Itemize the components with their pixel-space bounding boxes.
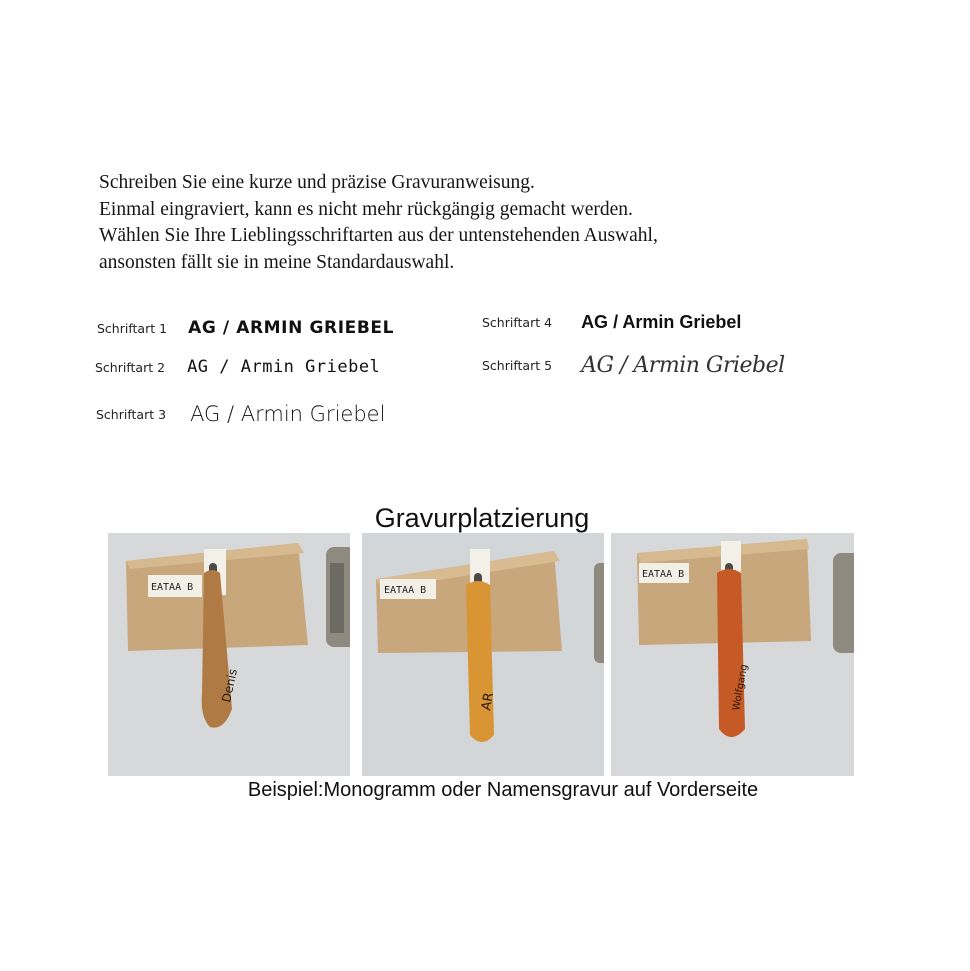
engraving-text: Wolfgang <box>731 663 751 712</box>
font-sample: AG / Armin Griebel <box>581 312 742 332</box>
font-sample: AG / ARMIN GRIEBEL <box>188 318 395 338</box>
instruction-line: Einmal eingraviert, kann es nicht mehr rückgängig gemacht werden. <box>99 198 633 220</box>
font-label: Schriftart 5 <box>482 358 553 373</box>
engraving-instructions <box>99 170 658 276</box>
instruction-line: Wählen Sie Ihre Lieblingsschriftarten aus der untenstehenden Auswahl, <box>99 225 658 246</box>
engraving-text: AR <box>479 691 498 712</box>
font-label: Schriftart 2 <box>95 359 166 375</box>
photo-example-2 <box>362 533 604 776</box>
font-option-3 <box>96 402 385 426</box>
photo-example-1 <box>108 533 350 776</box>
font-option-2 <box>95 357 380 377</box>
font-option-5 <box>482 353 785 378</box>
font-label: Schriftart 3 <box>96 406 167 422</box>
font-option-1 <box>97 318 394 338</box>
font-sample: AG / Armin Griebel <box>581 353 785 378</box>
font-label: Schriftart 1 <box>97 320 168 336</box>
engraving-text: Denis <box>219 667 240 704</box>
instruction-line: Schreiben Sie eine kurze und präzise Gravuranweisung. <box>99 172 535 193</box>
box-label: EATAA B <box>151 582 194 593</box>
font-option-4 <box>482 312 741 333</box>
font-label: Schriftart 4 <box>482 315 553 330</box>
font-sample: AG / Armin Griebel <box>187 357 381 377</box>
photo-gallery <box>108 533 854 776</box>
section-title: Gravurplatzierung <box>374 503 590 533</box>
font-sample: AG / Armin Griebel <box>190 402 386 426</box>
photo-example-3 <box>611 533 854 776</box>
instruction-line: ansonsten fällt sie in meine Standardauswahl. <box>99 251 455 273</box>
box-label: EATAA B <box>384 585 427 596</box>
box-label: EATAA B <box>642 569 685 580</box>
caption: Beispiel:Monogramm oder Namensgravur auf Vorderseite <box>247 779 759 801</box>
